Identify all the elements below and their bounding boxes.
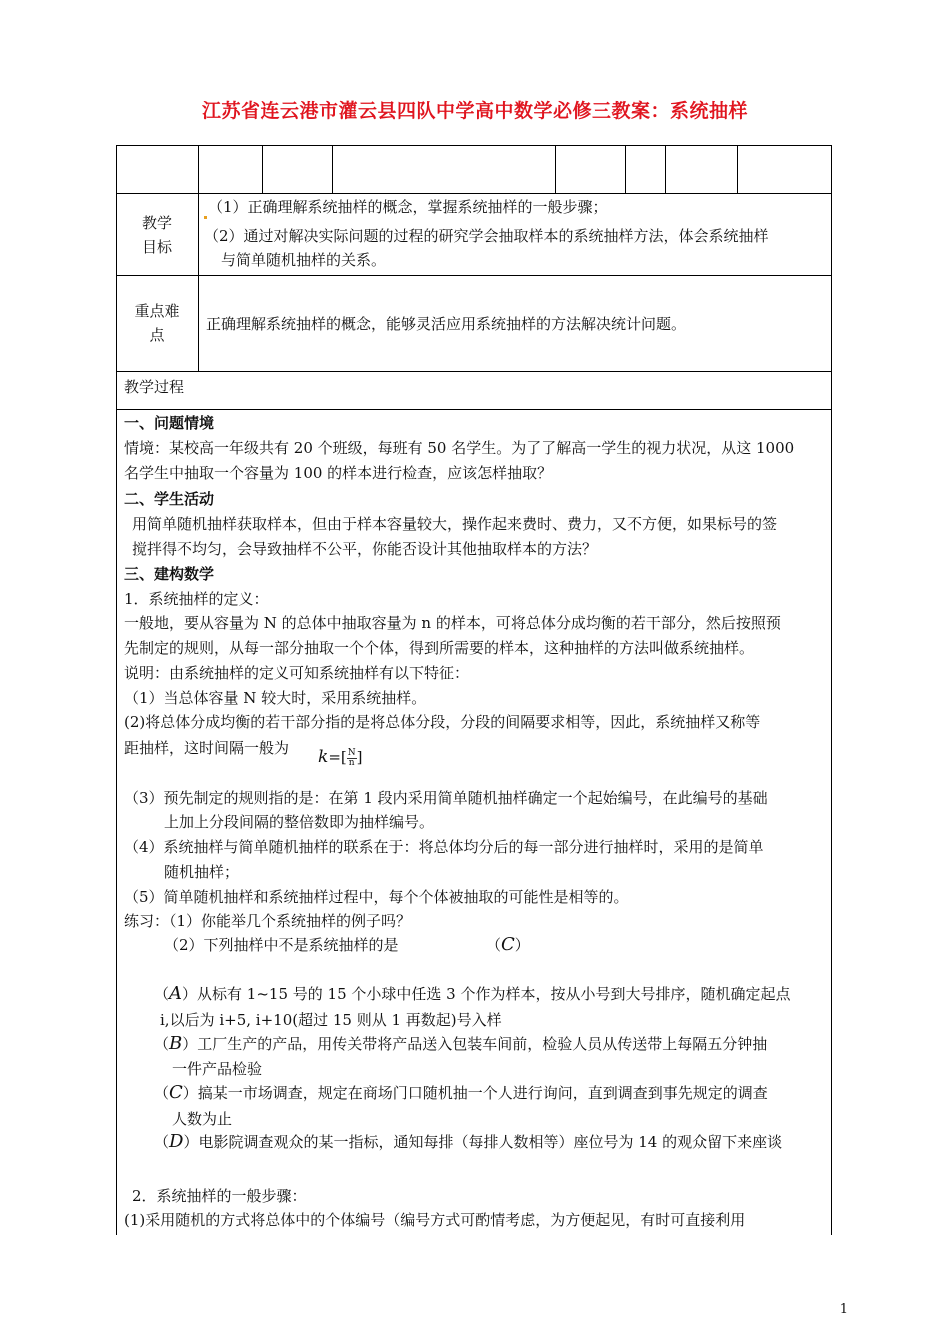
option-a-cont: i,以后为 i+5, i+10(超过 15 则从 1 再数起)号入样 — [160, 1011, 502, 1029]
col-divider — [262, 145, 263, 193]
document-title: 江苏省连云港市灌云县四队中学高中数学必修三教案：系统抽样 — [201, 100, 748, 122]
col-divider — [737, 145, 738, 193]
option-b-cont: 一件产品检验 — [172, 1060, 263, 1078]
section-heading: 二、学生活动 — [124, 490, 215, 508]
exercise-line: （2）下列抽样中不是系统抽样的是 — [164, 936, 399, 954]
page-number: 1 — [839, 1302, 848, 1317]
objective-line: 与简单随机抽样的关系。 — [221, 251, 387, 269]
paragraph-line: 随机抽样； — [164, 863, 240, 881]
row-divider — [116, 371, 832, 372]
interval-formula: k=[ $\frac{N}{n}$ ] — [318, 747, 363, 768]
col-divider — [332, 145, 333, 193]
paragraph-line: （4）系统抽样与简单随机抽样的联系在于：将总体均分后的每一部分进行抽样时，采用的是简单 — [124, 838, 764, 856]
objectives-label: 教学 目标 — [141, 214, 172, 256]
paragraph-line: （3）预先制定的规则指的是：在第 1 段内采用简单随机抽样确定一个起始编号，在此编号的基础 — [124, 789, 768, 807]
paragraph-line: 用简单随机抽样获取样本，但由于样本容量较大，操作起来费时、费力，又不方便，如果标号的签 — [132, 515, 778, 533]
row-divider — [116, 275, 832, 276]
subheading: 1．系统抽样的定义： — [124, 590, 269, 608]
paragraph-line: 上加上分段间隔的整倍数即为抽样编号。 — [164, 813, 435, 831]
objective-line: （1）正确理解系统抽样的概念，掌握系统抽样的一般步骤； — [204, 195, 608, 219]
row-divider — [116, 193, 832, 194]
option-b: （B）工厂生产的产品，用传关带将产品送入包装车间前，检验人员从传送带上每隔五分钟抽 — [154, 1033, 768, 1054]
paragraph-line: 一般地，要从容量为 N 的总体中抽取容量为 n 的样本，可将总体分成均衡的若干部分，然后按照预 — [124, 614, 781, 632]
paragraph-line: (2)将总体分成均衡的若干部分指的是将总体分段，分段的间隔要求相等，因此，系统抽样又称等 — [124, 713, 761, 731]
objective-line: （2）通过对解决实际问题的过程的研究学会抽取样本的系统抽样方法，体会系统抽样 — [204, 227, 769, 245]
exercise-answer: （C） — [486, 934, 530, 955]
option-c-cont: 人数为止 — [172, 1110, 233, 1128]
option-d: （D）电影院调查观众的某一指标，通知每排（每排人数相等）座位号为 14 的观众留下来座谈 — [154, 1131, 783, 1152]
col-divider — [555, 145, 556, 193]
option-a: （A）从标有 1~15 号的 15 个小球中任选 3 个作为样本，按从小号到大号排序，随机确定起点 — [154, 983, 791, 1004]
paragraph-line: 名学生中抽取一个容量为 100 的样本进行检查，应该怎样抽取？ — [124, 464, 553, 482]
paragraph-line: 搅拌得不均匀，会导致抽样不公平，你能否设计其他抽取样本的方法？ — [132, 540, 598, 558]
paragraph-line: 说明：由系统抽样的定义可知系统抽样有以下特征： — [124, 664, 470, 682]
option-c: （C）搞某一市场调查，规定在商场门口随机抽一个人进行询问，直到调查到事先规定的调查 — [154, 1082, 768, 1103]
key-points-label: 重点难 点 — [134, 302, 180, 344]
key-points-text: 正确理解系统抽样的概念，能够灵活应用系统抽样的方法解决统计问题。 — [206, 315, 687, 333]
exercise-line: 练习：（1）你能举几个系统抽样的例子吗？ — [124, 912, 412, 930]
subheading: 2．系统抽样的一般步骤： — [132, 1187, 307, 1205]
process-label: 教学过程 — [124, 378, 185, 396]
label-col-divider — [198, 193, 199, 371]
section-heading: 三、建构数学 — [124, 565, 215, 583]
paragraph-line: （1）当总体容量 N 较大时，采用系统抽样。 — [124, 689, 427, 707]
col-divider — [625, 145, 626, 193]
col-divider — [198, 145, 199, 193]
paragraph-line: (1)采用随机的方式将总体中的个体编号（编号方式可酌情考虑，为方便起见，有时可直接利用 — [124, 1211, 746, 1229]
paragraph-line: 先制定的规则，从每一部分抽取一个个体，得到所需要的样本，这种抽样的方法叫做系统抽样。 — [124, 639, 755, 657]
paragraph-line: 情境：某校高一年级共有 20 个班级，每班有 50 名学生。为了了解高一学生的视力状况，从这 1000 — [124, 439, 795, 457]
section-heading: 一、问题情境 — [124, 414, 215, 432]
col-divider — [665, 145, 666, 193]
paragraph-line: 距抽样，这时间隔一般为 — [124, 739, 290, 757]
row-divider — [116, 409, 832, 410]
paragraph-line: （5）简单随机抽样和系统抽样过程中，每个个体被抽取的可能性是相等的。 — [124, 888, 629, 906]
